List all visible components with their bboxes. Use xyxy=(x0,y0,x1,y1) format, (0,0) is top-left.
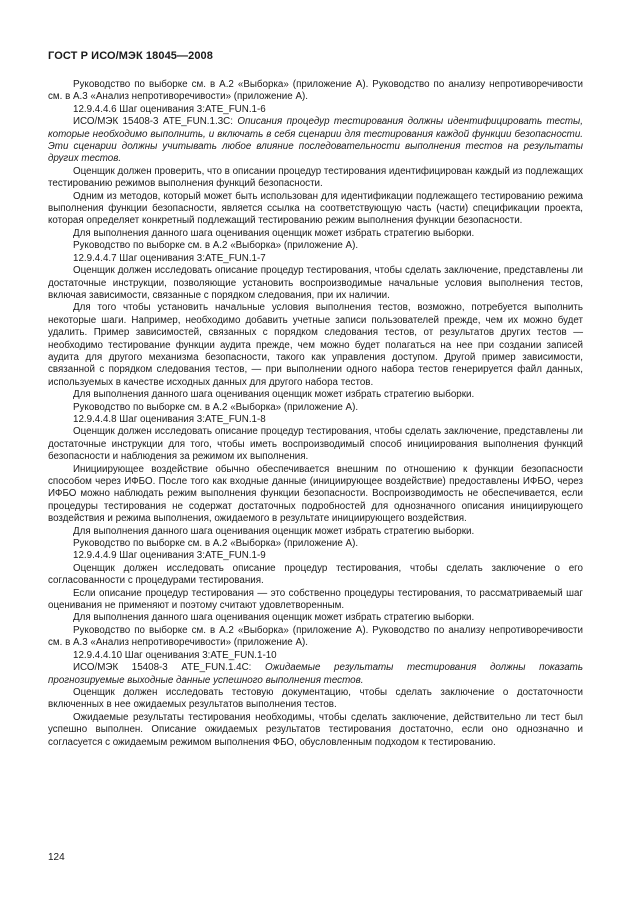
standard-header: ГОСТ Р ИСО/МЭК 18045—2008 xyxy=(48,50,213,62)
paragraph-text: Для того чтобы установить начальные условия выполнения тестов, возможно, потребуется выполнить некоторые шаги. Например, необходимо добавить учетные записи пользователей прежде, чем их можно будет удалить. Пример зависимостей, связанных с порядком следования тестов, от результатов других тестов — необходимо тестирование функции аудита прежде, чем можно будет полагаться на нее при создании записей аудита для другого механизма безопасности, такого как управления доступом. Другой пример зависимости, связанной с порядком следования тестов, — при выполнении одного набора тестов генерируется файл данных, используемых в качестве исходных данных для другого набора тестов. xyxy=(48,302,583,388)
paragraph-text: ИСО/МЭК 15408-3 ATE_FUN.1.4C: xyxy=(73,662,266,674)
paragraph-text: Для выполнения данного шага оценивания оценщик может избрать стратегию выборки. xyxy=(73,227,475,239)
document-body xyxy=(48,79,583,749)
paragraph-text: Одним из методов, который может быть использован для идентификации подлежащего тестированию режима выполнения функции безопасности, является ссылка на соответствующую часть (части) спецификации проекта, которая определяет конкретный подлежащий тестированию режим выполнения функции безопасности. xyxy=(48,190,583,227)
paragraph xyxy=(48,612,583,624)
paragraph xyxy=(48,228,583,240)
paragraph-emphasis: Описания процедур тестирования должны идентифицировать тесты, которые необходимо выполнить, и включать в себя сценарии для тестирования каждой функции безопасности. Эти сценарии должны учитывать любое влияние последовательности выполнения тестов на результаты других тестов. xyxy=(48,116,583,165)
paragraph xyxy=(48,402,583,414)
paragraph-emphasis: Ожидаемые результаты тестирования должны показать прогнозируемые выходные данные успешного выполнения тестов. xyxy=(48,662,583,686)
paragraph xyxy=(48,650,583,662)
paragraph-text: 12.9.4.4.6 Шаг оценивания 3:ATE_FUN.1-6 xyxy=(73,103,266,115)
paragraph xyxy=(48,712,583,749)
paragraph-text: Руководство по выборке см. в А.2 «Выборка» (приложение А). xyxy=(73,538,359,550)
paragraph xyxy=(48,79,583,104)
paragraph-text: 12.9.4.4.8 Шаг оценивания 3:ATE_FUN.1-8 xyxy=(73,413,266,425)
paragraph-text: Оценщик должен проверить, что в описании процедур тестирования идентифицирован каждый из подлежащих тестированию режимов выполнения функций безопасности. xyxy=(48,165,583,190)
paragraph-text: 12.9.4.4.7 Шаг оценивания 3:ATE_FUN.1-7 xyxy=(73,252,266,264)
paragraph xyxy=(48,253,583,265)
paragraph xyxy=(48,687,583,712)
paragraph xyxy=(48,104,583,116)
paragraph-text: Оценщик должен исследовать описание процедур тестирования, чтобы сделать заключение, представлены ли достаточные инструкции для того, чтобы иметь воспроизводимый способ инициирования выполнения функций безопасности и наблюдения за режимом их выполнения. xyxy=(48,426,583,463)
paragraph-text: ИСО/МЭК 15408-3 ATE_FUN.1.3C: xyxy=(73,116,238,128)
paragraph xyxy=(48,464,583,526)
paragraph-text: 12.9.4.4.9 Шаг оценивания 3:ATE_FUN.1-9 xyxy=(73,550,266,562)
paragraph-text: Для выполнения данного шага оценивания оценщик может избрать стратегию выборки. xyxy=(73,525,475,537)
paragraph xyxy=(48,538,583,550)
paragraph-text: Оценщик должен исследовать описание процедур тестирования, чтобы сделать заключение о его согласованности с процедурами тестирования. xyxy=(48,562,583,587)
paragraph-text: Для выполнения данного шага оценивания оценщик может избрать стратегию выборки. xyxy=(73,612,475,624)
paragraph xyxy=(48,116,583,166)
paragraph-text: Инициирующее воздействие обычно обеспечивается внешним по отношению к функции безопасности способом через ИФБО. После того как входные данные (инициирующее воздействие) предоставлены ИФБО, через ИФБО можно наблюдать режим выполнения функции безопасности. Воспроизводимость не обеспечивается, если процедуры тестирования не содержат достаточных подробностей для однозначного описания инициирующего воздействия и режима выполнения, ожидаемого в результате инициирующего воздействия. xyxy=(48,463,583,525)
paragraph xyxy=(48,389,583,401)
paragraph xyxy=(48,166,583,191)
paragraph-text: Ожидаемые результаты тестирования необходимы, чтобы сделать заключение, действительно ли тест был успешно выполнен. Описание ожидаемых результатов тестирования достаточно, если оно однозначно и согласуется с ожидаемым режимом выполнения ФБО, обусловленным подходом к тестированию. xyxy=(48,711,583,748)
paragraph-text: Руководство по выборке см. в А.2 «Выборка» (приложение А). xyxy=(73,401,359,413)
paragraph xyxy=(48,625,583,650)
paragraph xyxy=(48,662,583,687)
paragraph-text: Если описание процедур тестирования — это собственно процедуры тестирования, то рассматриваемый шаг оценивания не применяют и поэтому считают удовлетворенным. xyxy=(48,587,583,612)
paragraph xyxy=(48,550,583,562)
paragraph xyxy=(48,302,583,389)
paragraph-text: Руководство по выборке см. в А.2 «Выборка» (приложение А). Руководство по анализу непротиворечивости см. в А.3 «Анализ непротиворечивости» (приложение А). xyxy=(48,624,583,649)
paragraph-text: Руководство по выборке см. в А.2 «Выборка» (приложение А). Руководство по анализу непротиворечивости см. в А.3 «Анализ непротиворечивости» (приложение А). xyxy=(48,79,583,103)
paragraph xyxy=(48,414,583,426)
page-number: 124 xyxy=(48,852,65,863)
paragraph-text: Для выполнения данного шага оценивания оценщик может избрать стратегию выборки. xyxy=(73,389,475,401)
paragraph xyxy=(48,526,583,538)
paragraph-text: Руководство по выборке см. в А.2 «Выборка» (приложение А). xyxy=(73,240,359,252)
paragraph-text: Оценщик должен исследовать описание процедур тестирования, чтобы сделать заключение, представлены ли достаточные инструкции, позволяющие установить воспроизводимые начальные условия выполнения тестов, включая зависимости, связанные с порядком следования, при их наличии. xyxy=(48,265,583,301)
paragraph xyxy=(48,588,583,613)
paragraph xyxy=(48,240,583,252)
paragraph-text: 12.9.4.4.10 Шаг оценивания 3:ATE_FUN.1-10 xyxy=(73,649,277,661)
paragraph xyxy=(48,563,583,588)
paragraph xyxy=(48,191,583,228)
paragraph xyxy=(48,426,583,463)
paragraph xyxy=(48,265,583,302)
paragraph-text: Оценщик должен исследовать тестовую документацию, чтобы сделать заключение о достаточности включенных в нее ожидаемых результатов выполнения тестов. xyxy=(48,686,583,711)
